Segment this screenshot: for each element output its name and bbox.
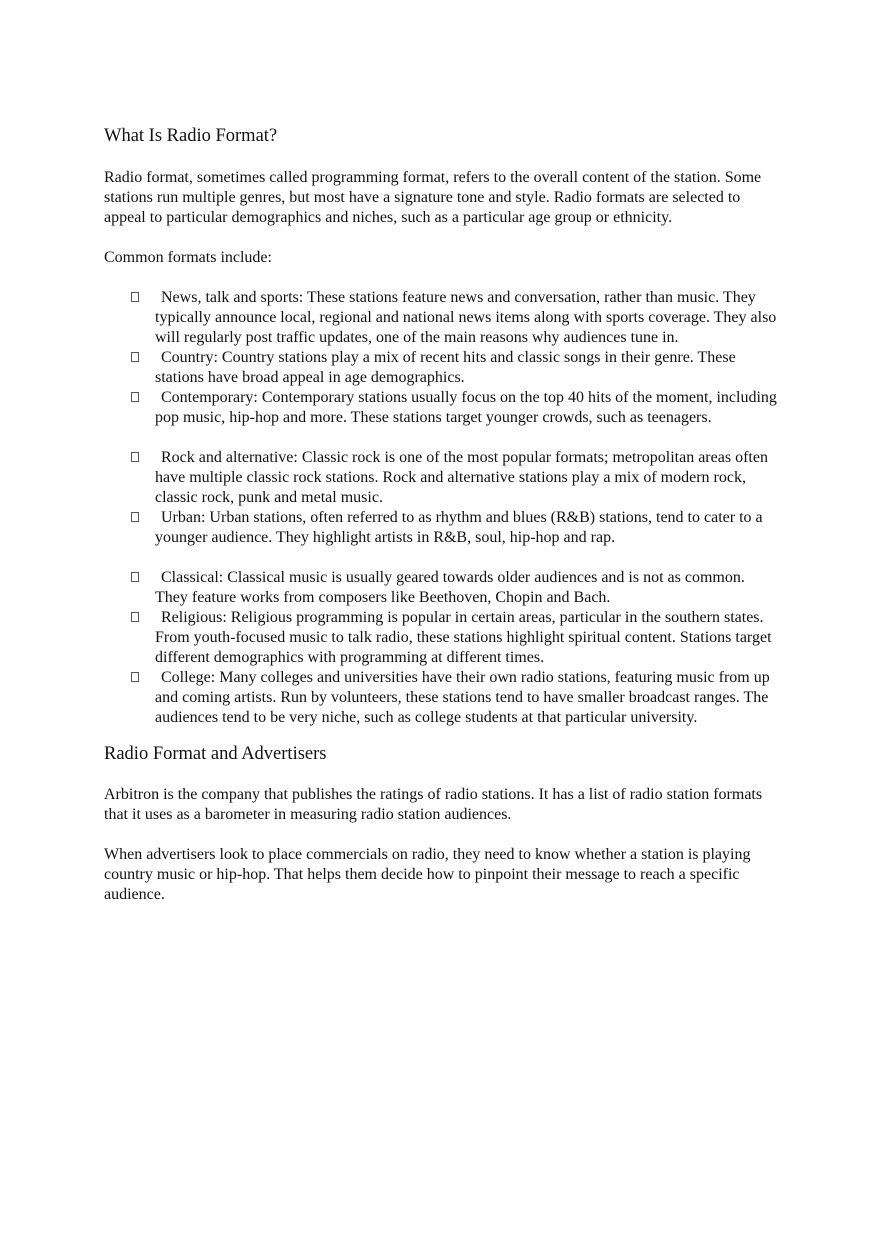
list-item-text: Urban: Urban stations, often referred to as rhythm and blues (R&B) stations, tend to cater to a younger audience. They highlight artists in R&B, soul, hip-hop and rap.: [155, 509, 763, 546]
list-item-classical: [104, 568, 780, 608]
bullet-icon: [131, 352, 139, 362]
list-item-news-talk-sports: [104, 288, 780, 348]
intro-paragraph: Radio format, sometimes called programming format, refers to the overall content of the station. Some stations run multiple genres, but most have a signature tone and style. Radio formats are selected to appeal to particular demographics and niches, such as a particular age group or ethnicity.: [104, 169, 762, 226]
formats-list: [104, 288, 780, 728]
bullet-icon: [131, 672, 139, 682]
bullet-icon: [131, 612, 139, 622]
list-item-text: Country: Country stations play a mix of recent hits and classic songs in their genre. These stations have broad appeal in age demographics.: [155, 349, 736, 386]
arbitron-paragraph: Arbitron is the company that publishes the ratings of radio stations. It has a list of radio station formats that it uses as a barometer in measuring radio station audiences.: [104, 786, 763, 823]
bullet-icon: [131, 392, 139, 402]
section-heading-advertisers: Radio Format and Advertisers: [104, 744, 327, 764]
bullet-icon: [131, 512, 139, 522]
list-item-country: [104, 348, 780, 388]
list-item-contemporary: [104, 388, 780, 428]
list-item-college: [104, 668, 780, 728]
list-item-urban: [104, 508, 780, 548]
bullet-icon: [131, 452, 139, 462]
list-item-text: Rock and alternative: Classic rock is one of the most popular formats; metropolitan areas often have multiple classic rock stations. Rock and alternative stations play a mix of modern rock, classic rock, punk and metal music.: [155, 449, 768, 506]
list-item-text: Contemporary: Contemporary stations usually focus on the top 40 hits of the moment, including pop music, hip-hop and more. These stations target younger crowds, such as teenagers.: [155, 389, 777, 426]
advertisers-paragraph: When advertisers look to place commercials on radio, they need to know whether a station is playing country music or hip-hop. That helps them decide how to pinpoint their message to reach a specific audience.: [104, 846, 751, 903]
list-item-text: College: Many colleges and universities have their own radio stations, featuring music from up and coming artists. Run by volunteers, these stations tend to have smaller broadcast ranges. The audiences tend to be very niche, such as college students at that particular university.: [155, 669, 770, 726]
list-item-rock-alternative: [104, 448, 780, 508]
document-page: [104, 124, 780, 925]
list-item-religious: [104, 608, 780, 668]
bullet-icon: [131, 572, 139, 582]
list-item-text: Religious: Religious programming is popular in certain areas, particular in the southern states. From youth-focused music to talk radio, these stations highlight spiritual content. Stations target different demographics with programming at different times.: [155, 609, 772, 666]
list-intro: Common formats include:: [104, 249, 272, 266]
section-heading-radio-format: What Is Radio Format?: [104, 126, 278, 146]
list-item-text: Classical: Classical music is usually geared towards older audiences and is not as common. They feature works from composers like Beethoven, Chopin and Bach.: [155, 569, 745, 606]
list-item-text: News, talk and sports: These stations feature news and conversation, rather than music. They typically announce local, regional and national news items along with sports coverage. They also will regularly post traffic updates, one of the main reasons why audiences tune in.: [155, 289, 777, 346]
bullet-icon: [131, 292, 139, 302]
